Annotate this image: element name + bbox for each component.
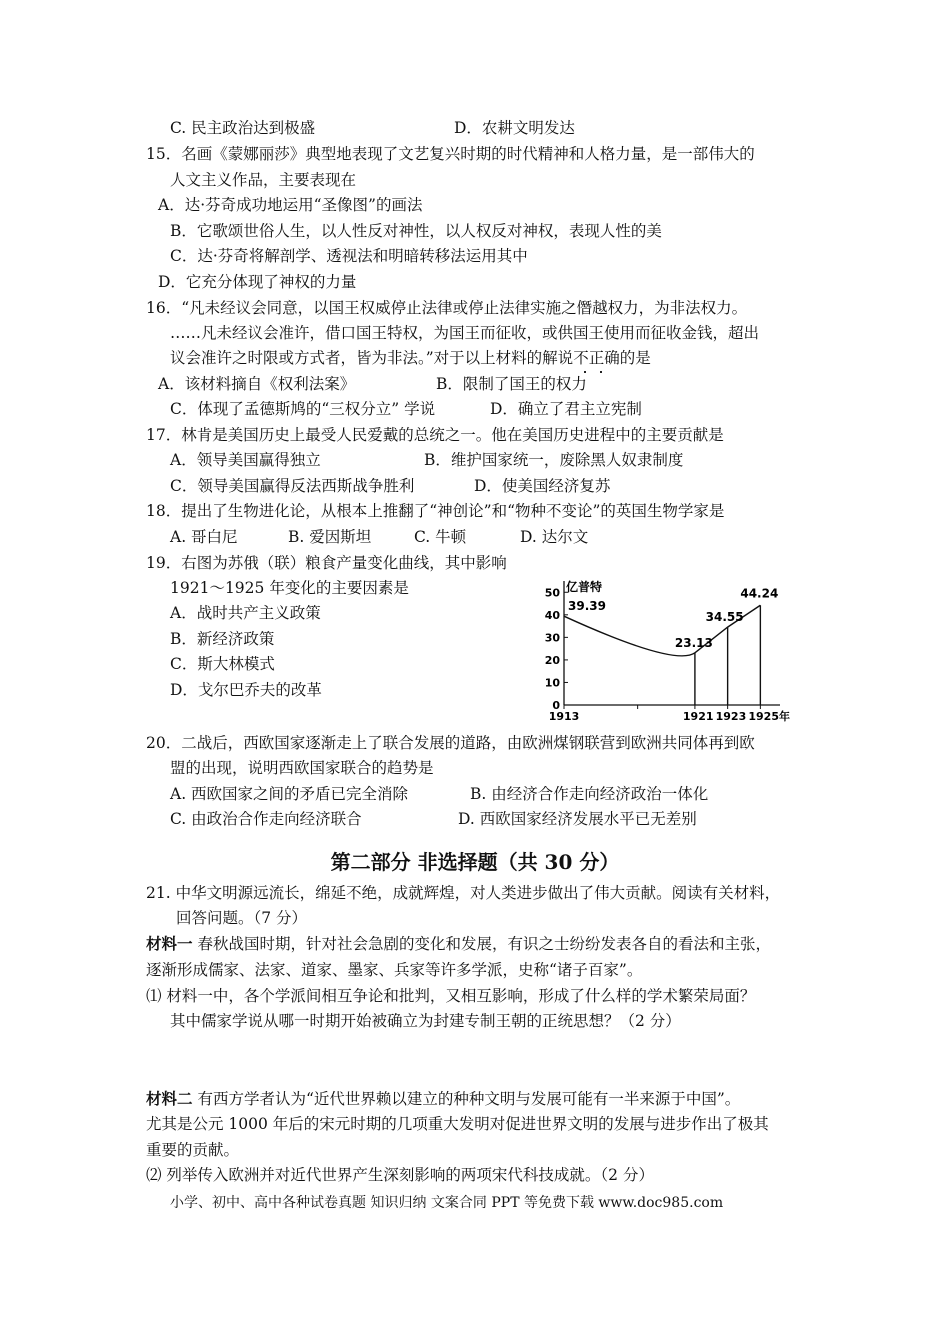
q15-stem-line2: 人文主义作品，主要表现在 [170,171,357,189]
q19-option-b: B．新经济政策 [170,630,275,648]
q20-option-a: A. 西欧国家之间的矛盾已完全消除 [170,785,409,803]
q15-stem-line1: 15．名画《蒙娜丽莎》典型地表现了文艺复兴时期的时代精神和人格力量，是一部伟大的 [146,145,755,163]
q20-stem-line1: 20．二战后，西欧国家逐渐走上了联合发展的道路，由欧洲煤钢联营到欧洲共同体再到欧 [146,734,755,752]
q21-material2 [146,1089,740,1109]
q17-option-c: C．领导美国赢得反法西斯战争胜利 [170,477,415,495]
q16-emphasis-not-correct: 不正确 [573,349,620,367]
q21-material1-line2: 逐渐形成儒家、法家、道家、墨家、兵家等许多学派，史称“诸子百家”。 [146,961,643,979]
chart-x-tick-label: 1913 [548,710,580,723]
q19-stem-line1: 19．右图为苏俄（联）粮食产量变化曲线，其中影响 [146,554,507,572]
q16-option-c: C．体现了孟德斯鸠的“三权分立” 学说 [170,400,436,418]
q14-option-d: D．农耕文明发达 [454,119,575,137]
grain-output-chart [540,575,790,725]
q21-material1-line1: 春秋战国时期，针对社会急剧的变化和发展，有识之士纷纷发表各自的看法和主张， [197,935,771,953]
q21-stem-line1: 21. 中华文明源远流长，绵延不绝，成就辉煌，对人类进步做出了伟大贡献。阅读有关材料， [146,884,781,902]
chart-y-tick-label: 40 [544,608,560,622]
q14-option-c: C. 民主政治达到极盛 [170,119,316,137]
q15-option-c: C．达·芬奇将解剖学、透视法和明暗转移法运用其中 [170,247,528,265]
q18-option-a: A. 哥白尼 [170,528,238,546]
q19-option-d: D．戈尔巴乔夫的改革 [170,681,322,699]
q20-option-d: D. 西欧国家经济发展水平已无差别 [458,810,697,828]
q20-option-c: C. 由政治合作走向经济联合 [170,810,362,828]
chart-data-label: 44.24 [740,586,779,601]
chart-data-label: 39.39 [568,599,606,614]
q17-option-a: A．领导美国赢得独立 [170,451,321,469]
q15-option-a: A．达·芬奇成功地运用“圣像图”的画法 [158,196,423,214]
chart-y-tick-label: 30 [544,631,560,645]
q21-material2-line3: 重要的贡献。 [146,1141,240,1159]
q19-option-a: A．战时共产主义政策 [170,604,321,622]
q17-stem: 17．林肯是美国历史上最受人民爱戴的总统之一。他在美国历史进程中的主要贡献是 [146,426,724,444]
q17-option-d: D．使美国经济复苏 [474,477,611,495]
chart-data-label: 34.55 [705,610,744,625]
part2-heading: 第二部分 非选择题（共 30 分） [330,850,620,874]
chart-y-tick-label: 0 [552,699,560,712]
q16-stem-line3 [170,348,651,368]
q21-stem-line2: 回答问题。（7 分） [176,909,308,927]
q18-option-d: D. 达尔文 [520,528,589,546]
chart-y-axis-label: 亿普特 [566,580,603,594]
chart-y-tick-label: 10 [544,676,560,690]
q18-stem: 18．提出了生物进化论，从根本上推翻了“神创论”和“物种不变论”的英国生物学家是 [146,502,725,520]
q19-stem-line2: 1921～1925 年变化的主要因素是 [170,579,409,597]
footer-promo: 小学、初中、高中各种试卷真题 知识归纳 文案合同 PPT 等免费下载 www.doc985.com [170,1195,724,1211]
q16-option-a: A．该材料摘自《权利法案》 [158,375,356,393]
q16-stem-line3-post: 的是 [619,349,651,367]
q16-stem-line1: 16．“凡未经议会同意，以国王权威停止法律或停止法律实施之僭越权力，为非法权力。 [146,299,748,317]
chart-data-label: 23.13 [674,635,713,650]
q20-stem-line2: 盟的出现，说明西欧国家联合的趋势是 [170,759,434,777]
q21-material2-line1: 有西方学者认为“近代世界赖以建立的种种文明与发展可能有一半来源于中国”。 [197,1090,741,1108]
q21-material2-label: 材料二 [146,1089,193,1108]
q19-option-c: C．斯大林模式 [170,655,275,673]
q17-option-b: B．维护国家统一，废除黑人奴隶制度 [424,451,684,469]
q20-option-b: B. 由经济合作走向经济政治一体化 [470,785,709,803]
chart-x-tick-label: 1921 [682,710,714,723]
q21-question1-line1: ⑴ 材料一中，各个学派间相互争论和批判，又相互影响，形成了什么样的学术繁荣局面？ [146,987,756,1005]
q18-option-c: C. 牛顿 [414,528,467,546]
q16-stem-line2: ……凡未经议会准许，借口国王特权，为国王而征收，或供国王使用而征收金钱，超出 [170,324,760,342]
chart-y-tick-label: 20 [544,653,560,667]
q21-material1-label: 材料一 [146,934,193,953]
q15-option-b: B．它歌颂世俗人生，以人性反对神性，以人权反对神权，表现人性的美 [170,222,662,240]
chart-x-tick-label: 1923 [715,710,747,723]
chart-y-tick-label: 50 [544,586,560,600]
q16-option-d: D．确立了君主立宪制 [490,400,642,418]
q18-option-b: B. 爱因斯坦 [288,528,372,546]
chart-x-tick-label: 1925年 [748,710,790,723]
q15-option-d: D．它充分体现了神权的力量 [158,273,357,291]
q16-stem-line3-pre: 议会准许之时限或方式者，皆为非法。”对于以上材料的解说 [170,349,574,367]
q21-question2-line1: ⑵ 列举传入欧洲并对近代世界产生深刻影响的两项宋代科技成就。（2 分） [146,1166,654,1184]
q16-option-b: B．限制了国王的权力 [436,375,587,393]
q21-material2-line2: 尤其是公元 1000 年后的宋元时期的几项重大发明对促进世界文明的发展与进步作出了极其 [146,1115,769,1133]
q21-material1 [146,934,771,954]
q21-question1-line2: 其中儒家学说从哪一时期开始被确立为封建专制王朝的正统思想？（2 分） [170,1012,681,1030]
